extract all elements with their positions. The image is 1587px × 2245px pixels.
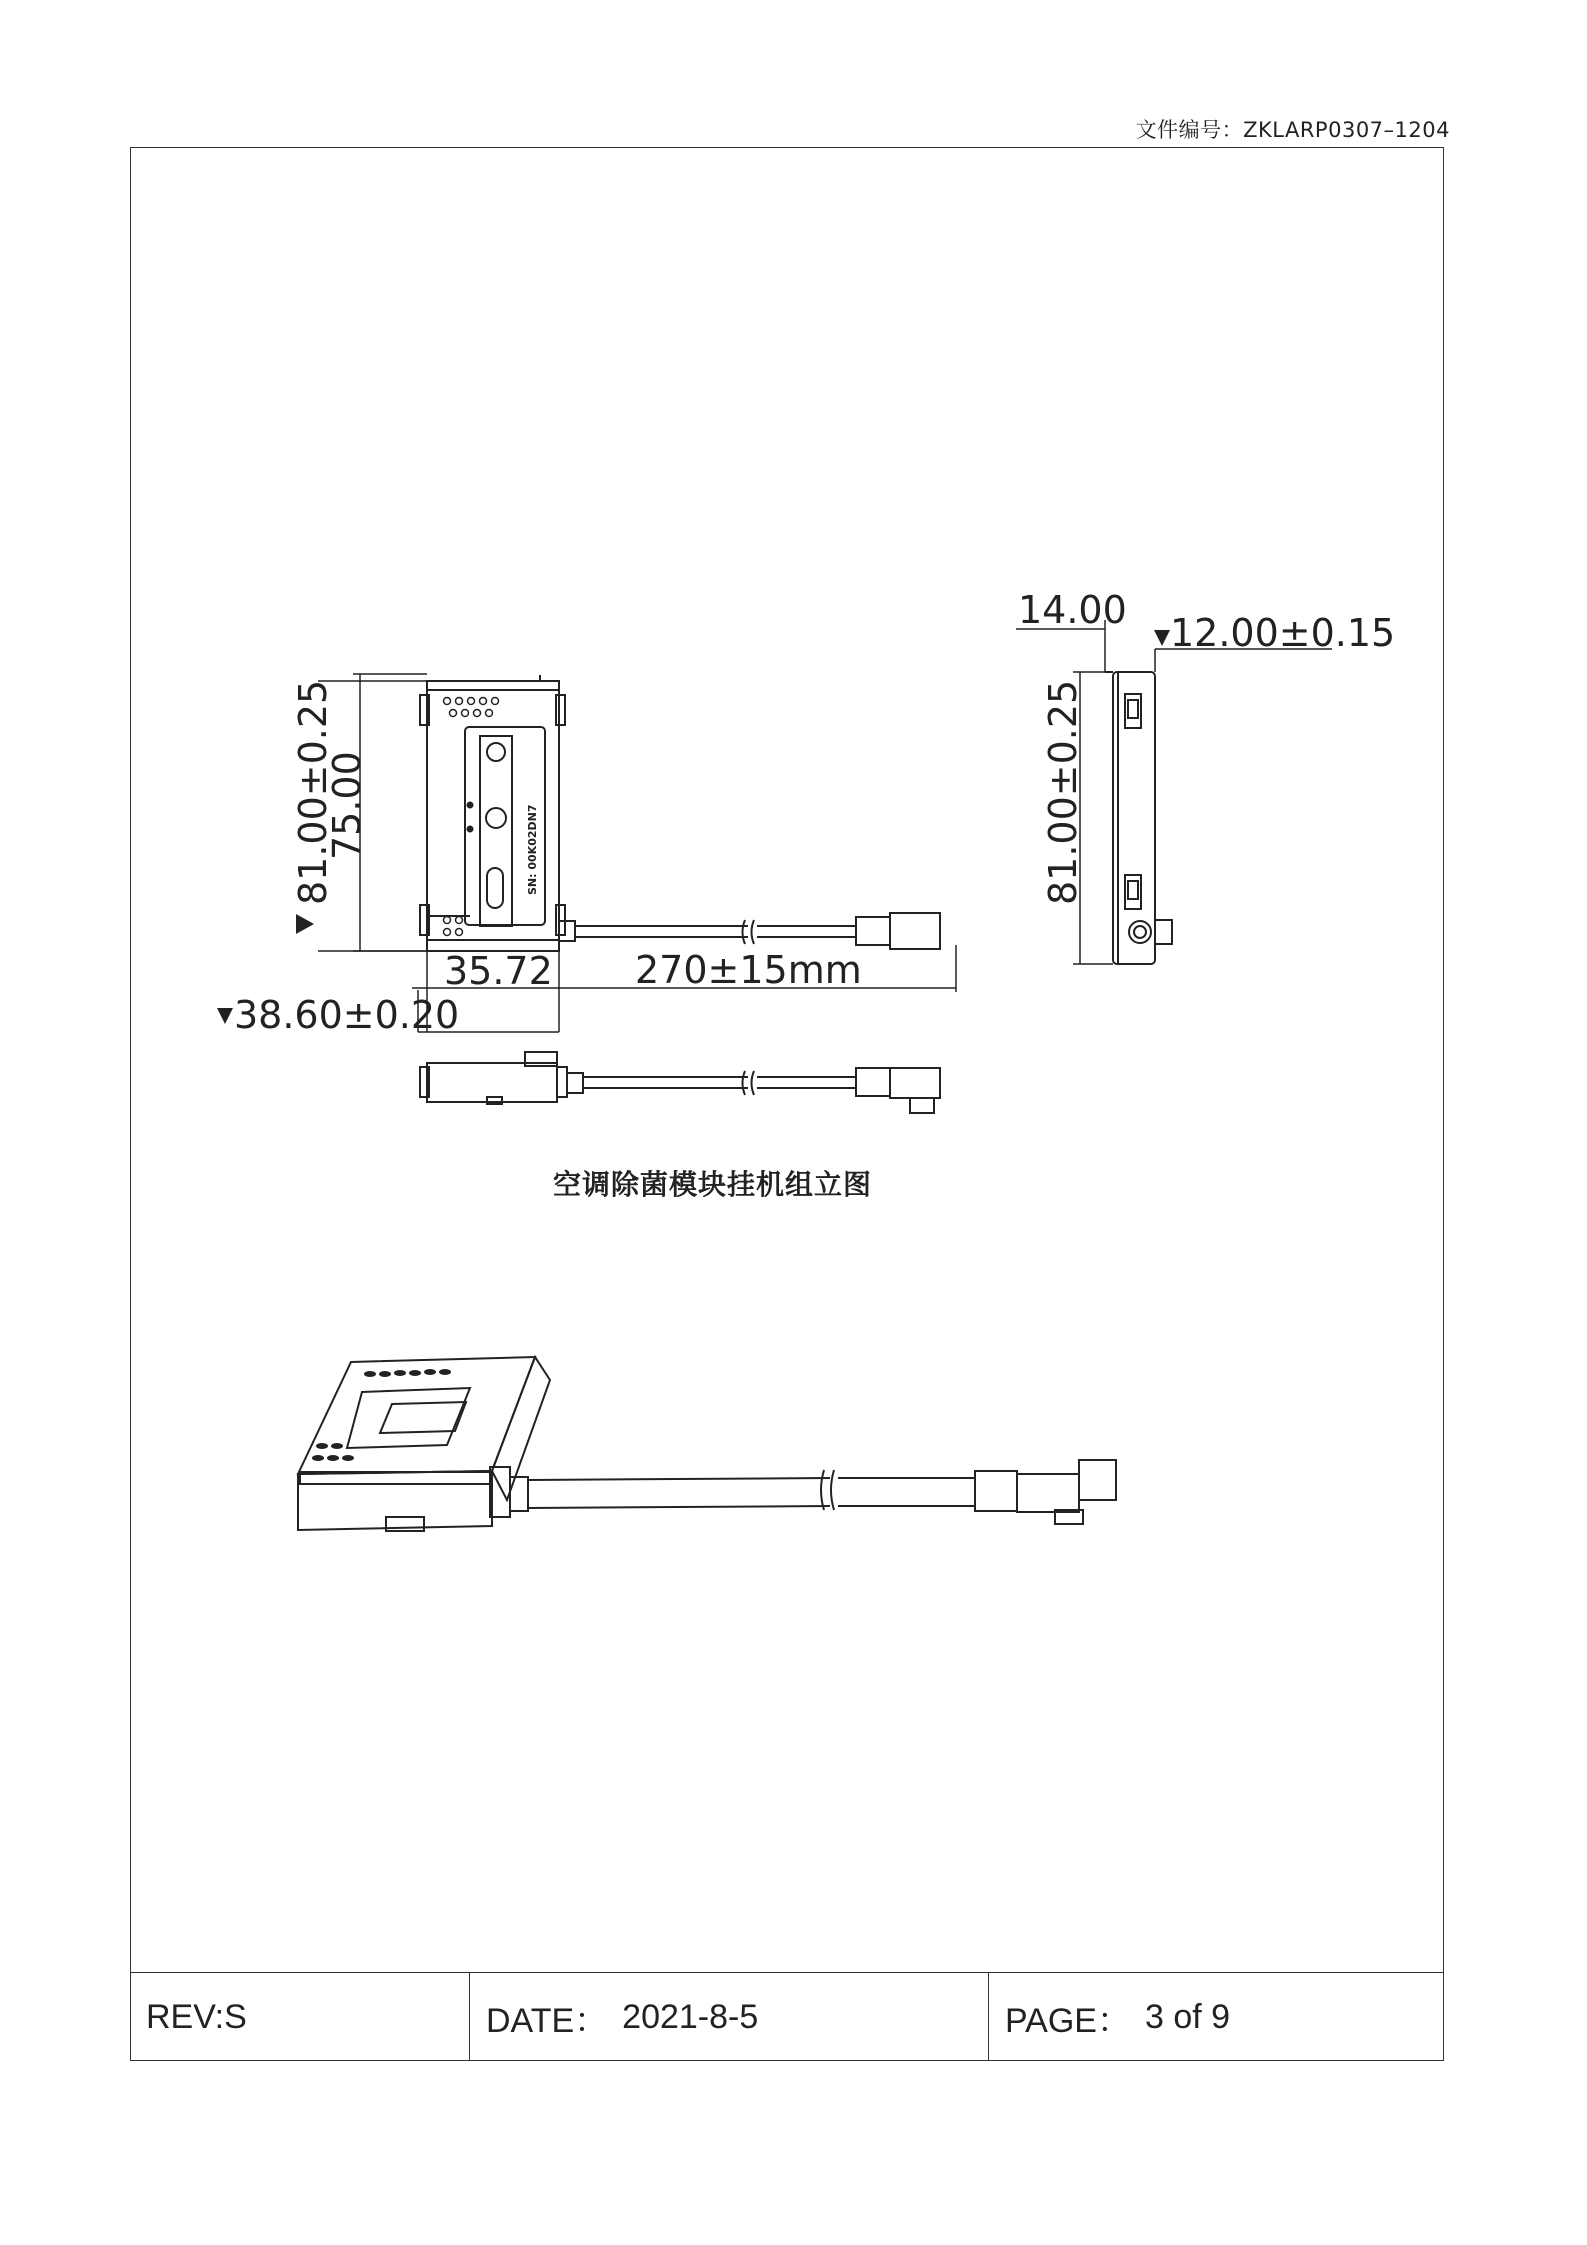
page-cell (989, 1973, 1444, 2061)
page-label: PAGE： (1005, 2001, 1131, 2040)
footer-table (130, 1972, 1444, 2061)
side-marker-icon (1154, 630, 1170, 646)
side-top-left-dim: 14.00 (1018, 588, 1127, 632)
document-number: 文件编号：ZKLARP0307–1204 (1135, 118, 1450, 142)
date-cell (470, 1973, 989, 2061)
front-view-vent-holes (444, 698, 499, 936)
module-label: SN: 00K02DN7 (526, 804, 539, 895)
width-marker-icon (217, 1008, 233, 1024)
side-top-right-dim: 12.00±0.15 (1170, 611, 1396, 655)
side-height-dim: 81.00±0.25 (1041, 679, 1085, 905)
side-view-module (1105, 672, 1172, 964)
revision-cell (130, 1973, 470, 2061)
date-label: DATE： (486, 2001, 609, 2040)
date-value: 2021-8-5 (622, 1997, 759, 2036)
isometric-view (298, 1357, 1116, 1531)
cable-length: 270±15mm (635, 948, 862, 992)
dimension-labels (217, 588, 1395, 1037)
revision-label: REV:S (146, 1997, 247, 2036)
page-value: 3 of 9 (1144, 1997, 1231, 2036)
height-marker-icon (296, 914, 314, 934)
bottom-view-module (420, 1052, 940, 1113)
drawing-caption: 空调除菌模块挂机组立图 (553, 1168, 873, 1201)
front-view-cable (559, 913, 940, 949)
front-view-module (420, 675, 565, 951)
front-height-overall: 81.00±0.25 (291, 679, 335, 905)
front-height-inner: 75.00 (325, 751, 369, 860)
front-width-total: 38.60±0.20 (234, 993, 460, 1037)
front-width-body: 35.72 (444, 949, 553, 993)
